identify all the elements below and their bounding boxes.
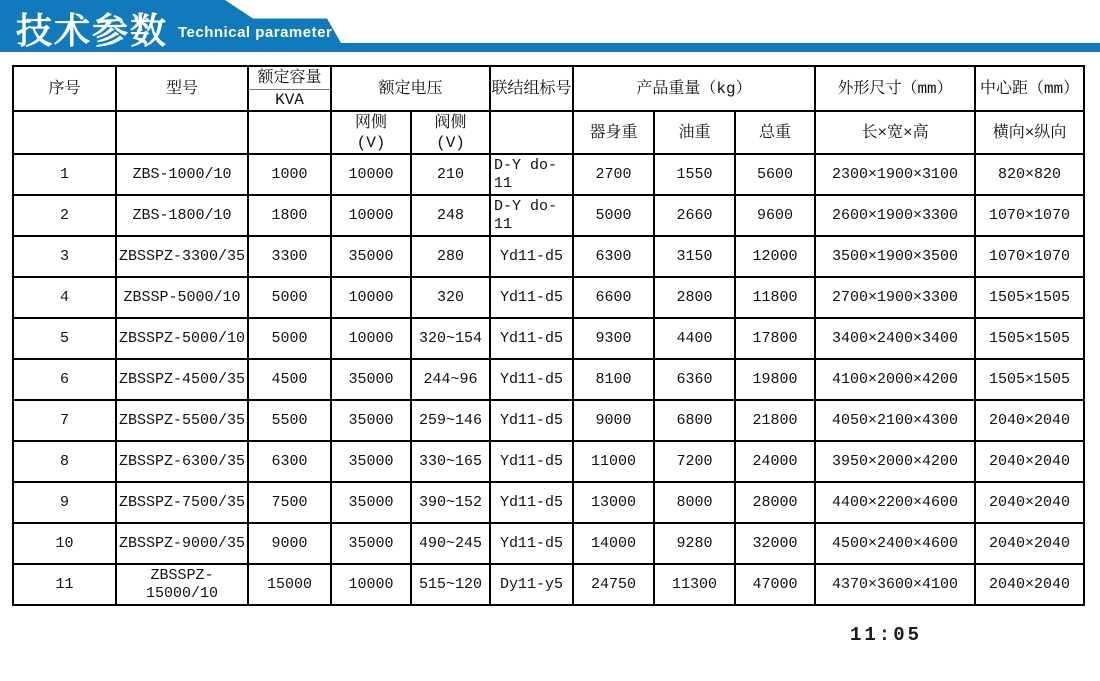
cropped-text-fragment — [850, 624, 942, 647]
table-cell: 15000 — [248, 564, 331, 605]
table-cell: 6360 — [654, 359, 735, 400]
header-dimensions: 外形尺寸（mm） — [815, 66, 975, 111]
table-cell: 2 — [13, 195, 116, 236]
header-capacity-unit: KVA — [275, 90, 304, 109]
table-cell: D-Y do-11 — [490, 195, 573, 236]
table-cell: 330~165 — [411, 441, 490, 482]
table-cell: 9000 — [573, 400, 654, 441]
table-cell: 24750 — [573, 564, 654, 605]
table-cell: 2040×2040 — [975, 441, 1084, 482]
header-voltage: 额定电压 — [331, 66, 490, 111]
table-cell: 820×820 — [975, 154, 1084, 195]
header-capacity-label: 额定容量 — [249, 68, 330, 90]
table-cell: 390~152 — [411, 482, 490, 523]
table-cell: 9000 — [248, 523, 331, 564]
table-cell: 2700 — [573, 154, 654, 195]
table-cell: Dy11-y5 — [490, 564, 573, 605]
table-row — [13, 482, 1084, 523]
header-grid-side-label: 网侧 — [354, 113, 387, 132]
table-cell: ZBS-1800/10 — [116, 195, 248, 236]
header-capacity — [248, 66, 331, 111]
table-cell: ZBSSPZ-5000/10 — [116, 318, 248, 359]
spec-table — [12, 65, 1085, 606]
table-cell: 2040×2040 — [975, 400, 1084, 441]
table-cell: 320 — [411, 277, 490, 318]
table-cell: 259~146 — [411, 400, 490, 441]
header-center-distance: 中心距（mm） — [975, 66, 1084, 111]
table-cell: ZBS-1000/10 — [116, 154, 248, 195]
table-cell: Yd11-d5 — [490, 400, 573, 441]
table-cell: Yd11-d5 — [490, 441, 573, 482]
table-cell: 10000 — [331, 154, 411, 195]
table-row — [13, 277, 1084, 318]
table-cell: Yd11-d5 — [490, 318, 573, 359]
table-cell: 6300 — [248, 441, 331, 482]
table-row — [13, 359, 1084, 400]
table-cell: 6800 — [654, 400, 735, 441]
table-cell: 2040×2040 — [975, 564, 1084, 605]
table-cell: 4050×2100×4300 — [815, 400, 975, 441]
table-cell: 3400×2400×3400 — [815, 318, 975, 359]
header-product-weight: 产品重量（kg） — [573, 66, 815, 111]
table-cell: 2660 — [654, 195, 735, 236]
table-cell: 1070×1070 — [975, 195, 1084, 236]
table-cell: 2600×1900×3300 — [815, 195, 975, 236]
table-cell: 1 — [13, 154, 116, 195]
table-cell: 210 — [411, 154, 490, 195]
table-cell: 5000 — [248, 277, 331, 318]
header-body-weight: 器身重 — [573, 111, 654, 154]
table-cell: 6300 — [573, 236, 654, 277]
header-empty-connection — [490, 111, 573, 154]
header-lwh: 长×宽×高 — [815, 111, 975, 154]
table-cell: 35000 — [331, 400, 411, 441]
header-row-1 — [13, 66, 1084, 111]
cropped-text: 11:05 — [850, 624, 923, 646]
table-cell: 1800 — [248, 195, 331, 236]
table-cell: 1505×1505 — [975, 359, 1084, 400]
table-cell: 3 — [13, 236, 116, 277]
table-cell: 7 — [13, 400, 116, 441]
table-cell: 4100×2000×4200 — [815, 359, 975, 400]
table-cell: 35000 — [331, 441, 411, 482]
table-cell: D-Y do-11 — [490, 154, 573, 195]
table-cell: 35000 — [331, 523, 411, 564]
table-cell: 11000 — [573, 441, 654, 482]
table-cell: ZBSSPZ-9000/35 — [116, 523, 248, 564]
table-cell: 10000 — [331, 318, 411, 359]
table-cell: 35000 — [331, 359, 411, 400]
table-cell: 490~245 — [411, 523, 490, 564]
table-cell: 10000 — [331, 195, 411, 236]
table-cell: 11 — [13, 564, 116, 605]
table-cell: 2800 — [654, 277, 735, 318]
header-grid-side — [331, 111, 411, 154]
table-cell: 3150 — [654, 236, 735, 277]
table-body — [13, 154, 1084, 605]
header-valve-side — [411, 111, 490, 154]
table-cell: 2300×1900×3100 — [815, 154, 975, 195]
table-cell: 9600 — [735, 195, 815, 236]
page-subtitle: Technical parameter — [178, 24, 333, 41]
table-cell: 2040×2040 — [975, 523, 1084, 564]
table-cell: 9300 — [573, 318, 654, 359]
header-valve-side-label: 阀侧 — [434, 113, 467, 132]
table-cell: 3300 — [248, 236, 331, 277]
table-cell: 10 — [13, 523, 116, 564]
header-serial: 序号 — [13, 66, 116, 111]
table-header — [13, 66, 1084, 154]
table-cell: 5000 — [573, 195, 654, 236]
table-cell: 1505×1505 — [975, 318, 1084, 359]
table-cell: Yd11-d5 — [490, 359, 573, 400]
table-cell: 4400×2200×4600 — [815, 482, 975, 523]
table-row — [13, 400, 1084, 441]
table-cell: 4500×2400×4600 — [815, 523, 975, 564]
table-cell: 8 — [13, 441, 116, 482]
table-cell: Yd11-d5 — [490, 236, 573, 277]
table-cell: 5500 — [248, 400, 331, 441]
table-cell: 17800 — [735, 318, 815, 359]
title-banner — [0, 0, 1100, 52]
table-cell: 2700×1900×3300 — [815, 277, 975, 318]
table-cell: 6600 — [573, 277, 654, 318]
table-cell: 35000 — [331, 236, 411, 277]
header-empty-serial — [13, 111, 116, 154]
table-cell: 47000 — [735, 564, 815, 605]
table-row — [13, 195, 1084, 236]
header-oil-weight: 油重 — [654, 111, 735, 154]
table-cell: ZBSSPZ-4500/35 — [116, 359, 248, 400]
header-grid-side-unit: (V) — [356, 133, 386, 152]
header-total-weight: 总重 — [735, 111, 815, 154]
header-valve-side-unit: (V) — [436, 133, 465, 152]
table-cell: Yd11-d5 — [490, 482, 573, 523]
table-row — [13, 154, 1084, 195]
table-cell: 11800 — [735, 277, 815, 318]
table-cell: 3950×2000×4200 — [815, 441, 975, 482]
header-row-2 — [13, 111, 1084, 154]
table-cell: 9280 — [654, 523, 735, 564]
table-cell: 10000 — [331, 564, 411, 605]
table-cell: 12000 — [735, 236, 815, 277]
table-cell: 5 — [13, 318, 116, 359]
header-model: 型号 — [116, 66, 248, 111]
table-cell: 248 — [411, 195, 490, 236]
table-cell: ZBSSPZ-7500/35 — [116, 482, 248, 523]
table-cell: 320~154 — [411, 318, 490, 359]
table-cell: Yd11-d5 — [490, 523, 573, 564]
header-connection-group: 联结组标号 — [490, 66, 573, 111]
table-cell: 1505×1505 — [975, 277, 1084, 318]
table-cell: 32000 — [735, 523, 815, 564]
table-cell: 1070×1070 — [975, 236, 1084, 277]
table-cell: 4370×3600×4100 — [815, 564, 975, 605]
header-empty-model — [116, 111, 248, 154]
table-cell: 4 — [13, 277, 116, 318]
table-cell: 7200 — [654, 441, 735, 482]
table-cell: ZBSSPZ-5500/35 — [116, 400, 248, 441]
table-cell: 5600 — [735, 154, 815, 195]
table-cell: 3500×1900×3500 — [815, 236, 975, 277]
table-cell: 2040×2040 — [975, 482, 1084, 523]
table-cell: 4500 — [248, 359, 331, 400]
table-cell: 24000 — [735, 441, 815, 482]
table-cell: 515~120 — [411, 564, 490, 605]
table-cell: Yd11-d5 — [490, 277, 573, 318]
table-cell: ZBSSPZ-15000/10 — [116, 564, 248, 605]
table-cell: 6 — [13, 359, 116, 400]
table-row — [13, 523, 1084, 564]
table-cell: 10000 — [331, 277, 411, 318]
table-cell: 8100 — [573, 359, 654, 400]
page-title: 技术参数 — [16, 10, 169, 51]
table-cell: ZBSSP-5000/10 — [116, 277, 248, 318]
table-row — [13, 318, 1084, 359]
table-cell: ZBSSPZ-6300/35 — [116, 441, 248, 482]
table-cell: 35000 — [331, 482, 411, 523]
table-cell: 28000 — [735, 482, 815, 523]
table-row — [13, 236, 1084, 277]
table-cell: 19800 — [735, 359, 815, 400]
table-cell: 7500 — [248, 482, 331, 523]
table-row — [13, 564, 1084, 605]
table-cell: 8000 — [654, 482, 735, 523]
table-cell: 21800 — [735, 400, 815, 441]
table-cell: 11300 — [654, 564, 735, 605]
table-cell: 13000 — [573, 482, 654, 523]
table-cell: 1550 — [654, 154, 735, 195]
table-cell: 1000 — [248, 154, 331, 195]
table-cell: ZBSSPZ-3300/35 — [116, 236, 248, 277]
header-empty-capacity — [248, 111, 331, 154]
table-cell: 244~96 — [411, 359, 490, 400]
table-cell: 5000 — [248, 318, 331, 359]
table-cell: 14000 — [573, 523, 654, 564]
table-row — [13, 441, 1084, 482]
table-cell: 280 — [411, 236, 490, 277]
table-cell: 9 — [13, 482, 116, 523]
header-horizontal-vertical: 横向×纵向 — [975, 111, 1084, 154]
table-cell: 4400 — [654, 318, 735, 359]
